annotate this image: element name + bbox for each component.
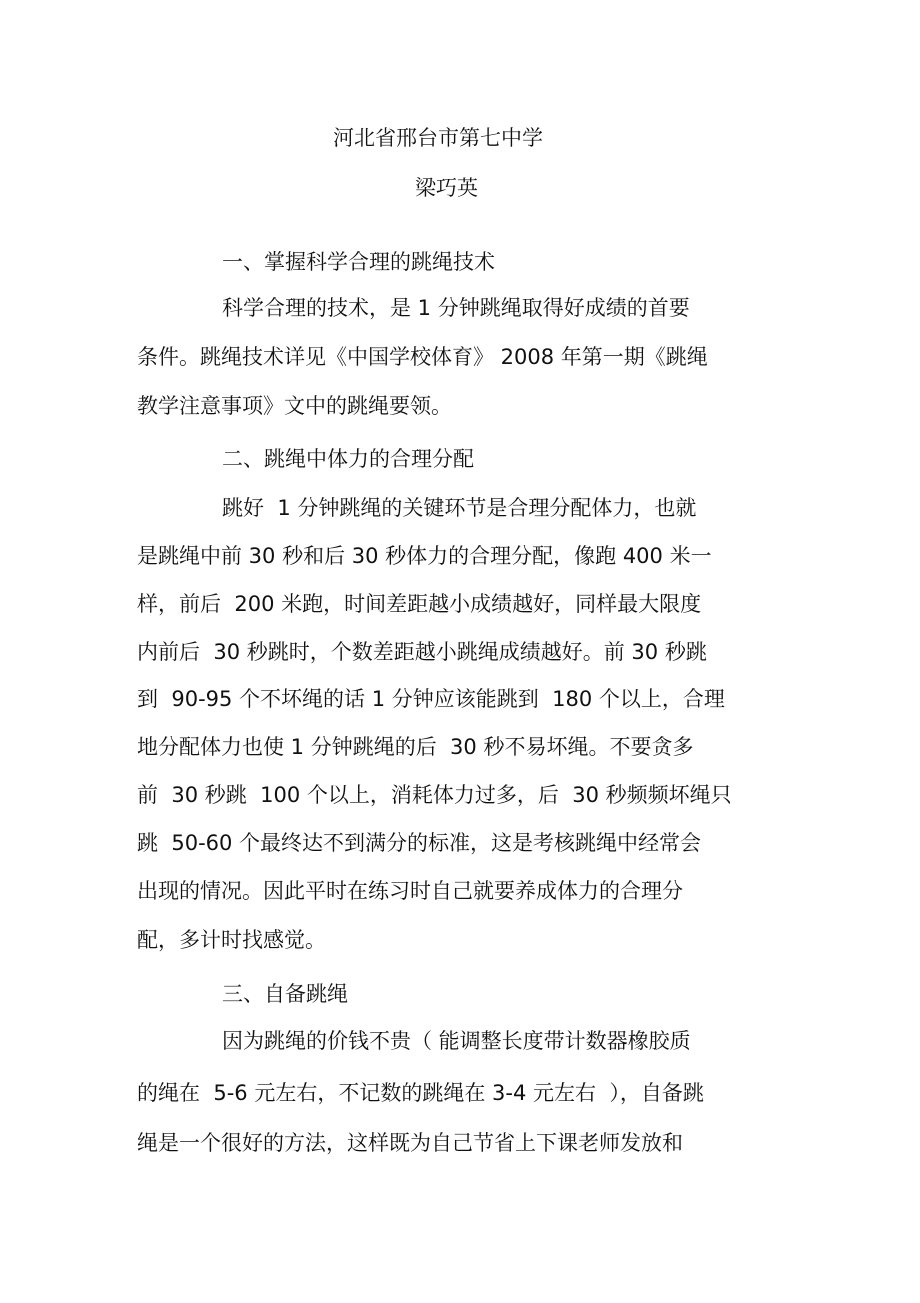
paragraph-line: 绳是一个很好的方法，这样既为自己节省上下课老师发放和 — [137, 1131, 683, 1155]
paragraph-line: 教学注意事项》文中的跳绳要领。 — [137, 394, 452, 418]
author-name: 梁巧英 — [415, 176, 478, 200]
section-2-heading: 二、跳绳中体力的合理分配 — [222, 447, 474, 471]
paragraph-line: 内前后 30 秒跳时，个数差距越小跳绳成绩越好。前 30 秒跳 — [137, 640, 707, 664]
paragraph-line: 因为跳绳的价钱不贵（ 能调整长度带计数器橡胶质 — [222, 1029, 691, 1053]
paragraph-line: 是跳绳中前 30 秒和后 30 秒体力的合理分配，像跑 400 米一 — [137, 544, 712, 568]
paragraph-line: 配，多计时找感觉。 — [137, 928, 326, 952]
paragraph-line: 条件。跳绳技术详见《中国学校体育》 2008 年第一期《跳绳 — [137, 345, 708, 369]
school-title: 河北省邢台市第七中学 — [333, 126, 543, 150]
paragraph-line: 到 90-95 个不坏绳的话 1 分钟应该能跳到 180 个以上，合理 — [137, 687, 725, 711]
paragraph-line: 出现的情况。因此平时在练习时自己就要养成体力的合理分 — [137, 879, 683, 903]
paragraph-line: 地分配体力也使 1 分钟跳绳的后 30 秒不易坏绳。不要贪多 — [137, 735, 694, 759]
paragraph-line: 科学合理的技术，是 1 分钟跳绳取得好成绩的首要 — [222, 296, 690, 320]
paragraph-line: 样，前后 200 米跑，时间差距越小成绩越好，同样最大限度 — [137, 592, 702, 616]
paragraph-line: 跳好 1 分钟跳绳的关键环节是合理分配体力，也就 — [222, 496, 697, 520]
paragraph-line: 的绳在 5-6 元左右，不记数的跳绳在 3-4 元左右 ），自备跳 — [137, 1081, 704, 1105]
paragraph-line: 跳 50-60 个最终达不到满分的标准，这是考核跳绳中经常会 — [137, 831, 702, 855]
section-3-heading: 三、自备跳绳 — [222, 982, 348, 1006]
paragraph-line: 前 30 秒跳 100 个以上，消耗体力过多，后 30 秒频频坏绳只 — [137, 783, 732, 807]
section-1-heading: 一、掌握科学合理的跳绳技术 — [222, 250, 495, 274]
